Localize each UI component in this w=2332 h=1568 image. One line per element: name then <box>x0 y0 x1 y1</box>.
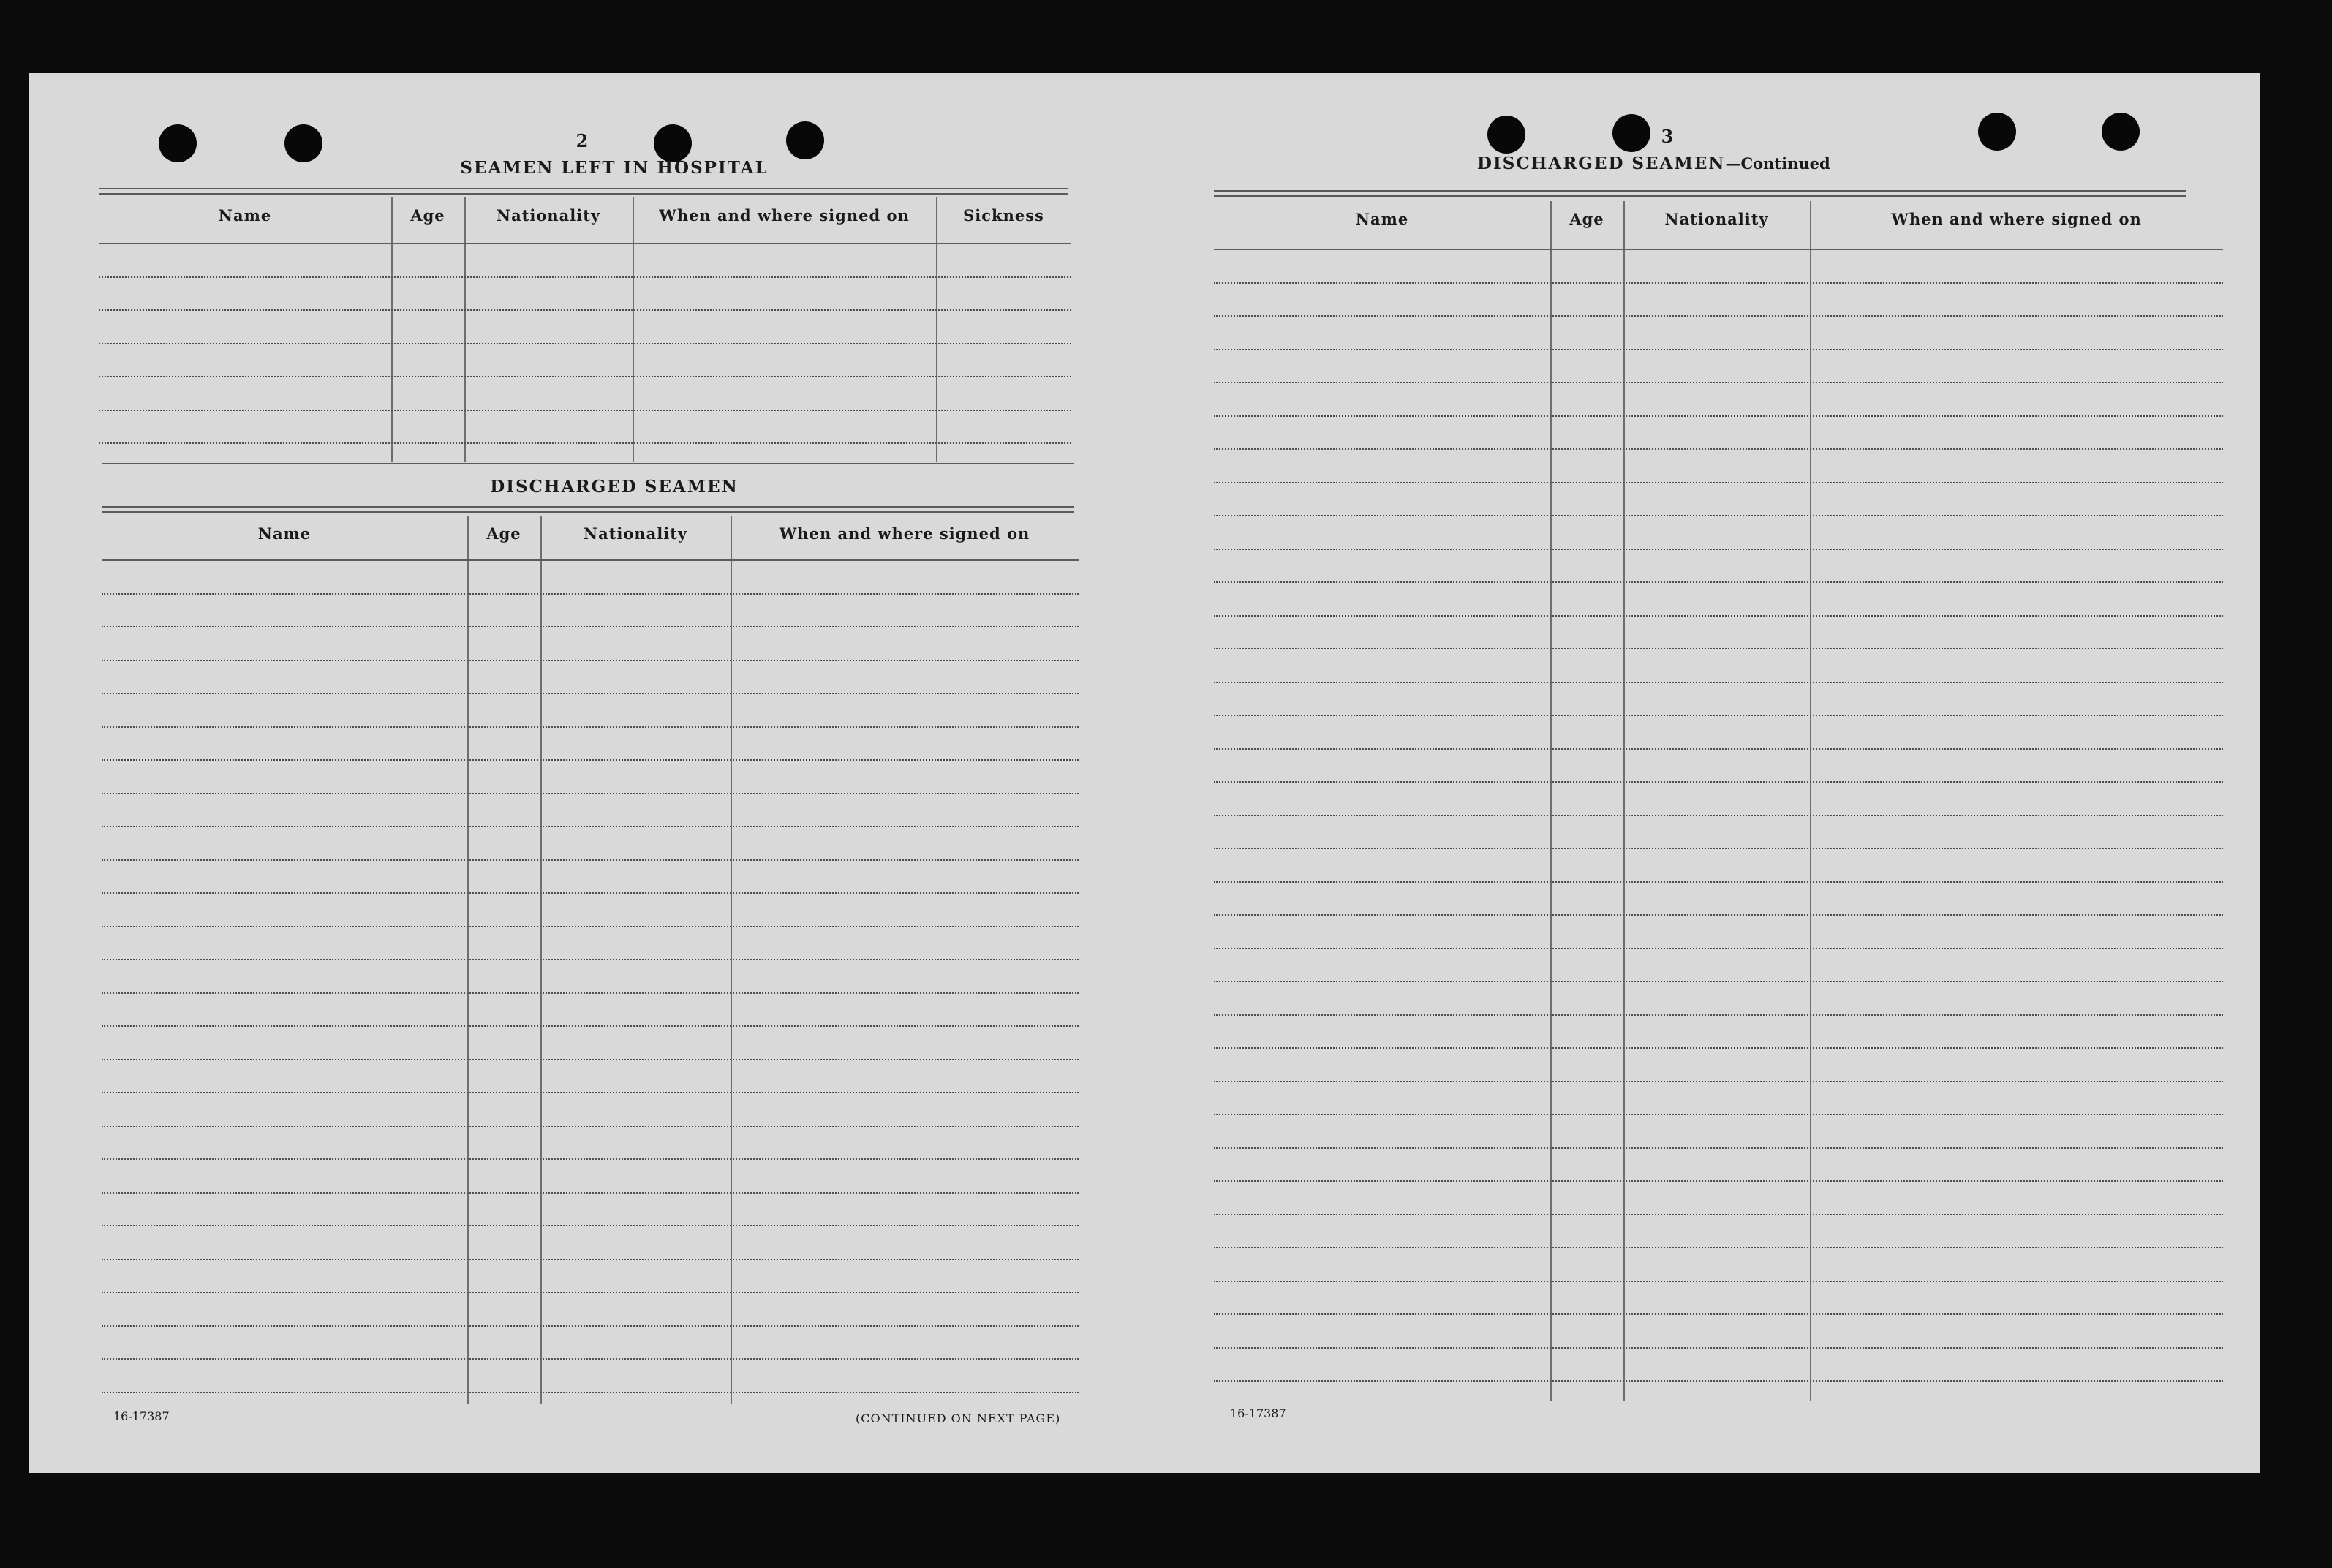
row-rule <box>99 343 1071 344</box>
section-divider <box>102 463 1074 464</box>
continued-note: (CONTINUED ON NEXT PAGE) <box>856 1411 1061 1425</box>
punch-hole <box>654 124 692 162</box>
row-rule <box>1214 615 2223 617</box>
row-rule <box>1214 315 2223 317</box>
punch-hole <box>284 124 322 162</box>
row-rule <box>1214 914 2223 916</box>
row-rule <box>1214 1047 2223 1049</box>
row-rule <box>102 1358 1079 1360</box>
row-rule <box>102 1059 1079 1060</box>
column-header: When and where signed on <box>659 206 910 225</box>
row-rule <box>102 1025 1079 1027</box>
row-rule <box>102 1092 1079 1093</box>
discharged-continued-title-text: DISCHARGED SEAMEN <box>1477 154 1726 173</box>
row-rule <box>1214 1380 2223 1382</box>
row-rule <box>99 309 1071 311</box>
row-rule <box>1214 581 2223 583</box>
discharged-continued-title <box>1477 154 1828 173</box>
row-rule <box>1214 1347 2223 1349</box>
row-rule <box>1214 1014 2223 1016</box>
header-rule <box>99 243 1071 244</box>
row-rule <box>1214 648 2223 649</box>
row-rule <box>1214 1247 2223 1248</box>
row-rule <box>102 892 1079 894</box>
row-rule <box>1214 1147 2223 1149</box>
column-divider <box>391 197 393 462</box>
row-rule <box>1214 815 2223 816</box>
column-divider <box>464 197 466 462</box>
header-rule <box>1214 249 2223 250</box>
double-rule <box>102 506 1074 513</box>
row-rule <box>1214 1180 2223 1182</box>
row-rule <box>1214 382 2223 383</box>
row-rule <box>1214 515 2223 516</box>
column-divider <box>1810 201 1811 1401</box>
row-rule <box>1214 1281 2223 1282</box>
column-header: Name <box>257 524 312 543</box>
discharged-table-left <box>102 516 1079 1404</box>
continued-suffix: —Continued <box>1725 154 1830 173</box>
row-rule <box>102 926 1079 927</box>
row-rule <box>102 826 1079 827</box>
column-header: Nationality <box>1664 210 1769 228</box>
row-rule <box>102 726 1079 728</box>
discharged-section-title: DISCHARGED SEAMEN <box>490 477 739 497</box>
column-divider <box>633 197 634 462</box>
hospital-section-title: SEAMEN LEFT IN HOSPITAL <box>460 158 769 178</box>
row-rule <box>102 793 1079 794</box>
row-rule <box>102 859 1079 861</box>
header-rule <box>102 559 1079 561</box>
column-header: Age <box>1569 210 1604 228</box>
row-rule <box>102 1292 1079 1293</box>
row-rule <box>1214 482 2223 483</box>
row-rule <box>102 959 1079 960</box>
row-rule <box>1214 881 2223 883</box>
row-rule <box>1214 415 2223 417</box>
punch-hole <box>786 121 824 159</box>
row-rule <box>102 1392 1079 1393</box>
row-rule <box>1214 349 2223 350</box>
row-rule <box>102 593 1079 595</box>
row-rule <box>1214 848 2223 849</box>
double-rule <box>1214 190 2186 197</box>
row-rule <box>1214 715 2223 716</box>
row-rule <box>1214 549 2223 550</box>
row-rule <box>99 276 1071 278</box>
column-header: Age <box>486 524 521 543</box>
row-rule <box>102 1259 1079 1260</box>
page-number-right: 3 <box>1661 126 1674 147</box>
punch-hole <box>1487 116 1525 154</box>
column-divider <box>1550 201 1552 1401</box>
column-header: Name <box>1355 210 1409 228</box>
row-rule <box>102 1158 1079 1160</box>
column-header: When and where signed on <box>1891 210 2142 228</box>
punch-hole <box>2102 113 2140 151</box>
double-rule <box>99 188 1068 195</box>
row-rule <box>1214 1214 2223 1215</box>
form-number-right: 16-17387 <box>1230 1406 1286 1420</box>
row-rule <box>102 626 1079 627</box>
row-rule <box>1214 682 2223 683</box>
column-header: Name <box>218 206 272 225</box>
row-rule <box>1214 781 2223 783</box>
column-header: When and where signed on <box>779 524 1030 543</box>
column-header: Nationality <box>496 206 601 225</box>
column-divider <box>936 197 937 462</box>
discharged-table-right <box>1214 201 2223 1401</box>
row-rule <box>102 1325 1079 1327</box>
hospital-table <box>99 197 1071 462</box>
page-number-left: 2 <box>576 130 589 151</box>
row-rule <box>1214 748 2223 750</box>
form-number-left: 16-17387 <box>113 1409 170 1423</box>
row-rule <box>1214 948 2223 949</box>
row-rule <box>99 442 1071 444</box>
row-rule <box>102 759 1079 761</box>
row-rule <box>102 1126 1079 1127</box>
row-rule <box>102 1225 1079 1226</box>
row-rule <box>1214 282 2223 284</box>
column-header: Nationality <box>583 524 688 543</box>
column-divider <box>1623 201 1625 1401</box>
column-header: Age <box>410 206 445 225</box>
column-header: Sickness <box>963 206 1044 225</box>
row-rule <box>1214 448 2223 450</box>
punch-hole <box>1978 113 2016 151</box>
row-rule <box>1214 1313 2223 1315</box>
punch-hole <box>159 124 197 162</box>
row-rule <box>1214 981 2223 982</box>
row-rule <box>102 1192 1079 1194</box>
row-rule <box>1214 1081 2223 1082</box>
row-rule <box>102 660 1079 661</box>
form-sheet <box>29 73 2260 1473</box>
row-rule <box>102 992 1079 994</box>
row-rule <box>102 693 1079 694</box>
row-rule <box>99 376 1071 377</box>
row-rule <box>1214 1114 2223 1115</box>
row-rule <box>99 410 1071 411</box>
